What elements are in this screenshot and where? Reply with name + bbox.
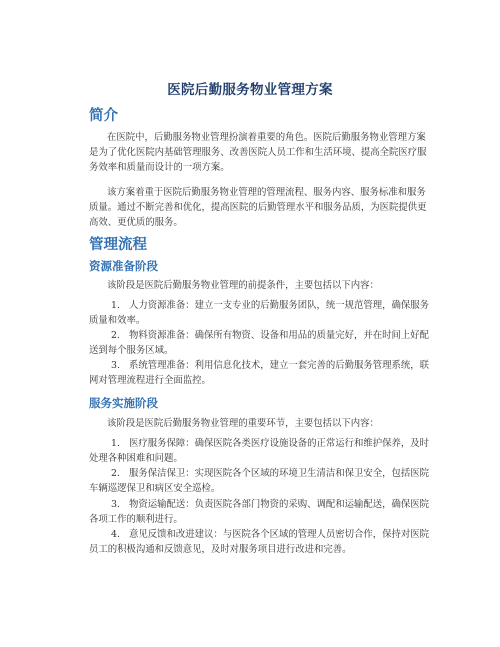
item-text: 系统管理准备：利用信息化技术，建立一套完善的后勤服务管理系统，联网对管理流程进行全面监控。 [89, 360, 430, 386]
item-text: 意见反馈和改进建议：与医院各个区域的管理人员密切合作，保持对医院员工的积极沟通和反馈意见，及时对服务项目进行改进和完善。 [89, 529, 430, 555]
item-number: 1. [111, 300, 120, 311]
stage1-lead: 该阶段是医院后勤服务物业管理的前提条件，主要包括以下内容： [107, 280, 379, 291]
stage2-lead: 该阶段是医院后勤服务物业管理的重要环节，主要包括以下内容： [107, 418, 379, 429]
item-number: 4. [111, 529, 120, 540]
stage1-item-1 [89, 298, 429, 328]
item-text: 物料资源准备：确保所有物资、设备和用品的质量完好，并在时间上好配送到每个服务区域。 [89, 330, 430, 356]
document-title: 医院后勤服务物业管理方案 [167, 82, 333, 98]
process-heading: 管理流程 [89, 236, 147, 253]
stage2-heading: 服务实施阶段 [89, 396, 158, 410]
item-text: 医疗服务保障：确保医院各类医疗设施设备的正常运行和维护保养，及时处理各种困难和问题。 [89, 438, 430, 464]
stage2-item-1 [89, 436, 429, 466]
item-number: 1. [111, 438, 120, 449]
item-number: 2. [111, 330, 120, 341]
item-number: 3. [111, 499, 120, 510]
intro-heading: 简介 [89, 107, 118, 124]
item-number: 3. [111, 360, 120, 371]
stage2-item-2 [89, 466, 429, 496]
stage2-item-4 [89, 527, 429, 557]
intro-paragraph-2: 该方案着重于医院后勤服务物业管理的管理流程、服务内容、服务标准和服务质量。通过不断完善和优化，提高医院的后勤管理水平和服务品质，为医院提供更高效、更优质的服务。 [89, 187, 427, 228]
item-text: 人力资源准备：建立一支专业的后勤服务团队，统一规范管理，确保服务质量和效率。 [89, 300, 430, 326]
item-text: 物资运输配送：负责医院各部门物资的采购、调配和运输配送，确保医院各项工作的顺利进行。 [89, 499, 430, 525]
stage2-item-3 [89, 497, 429, 527]
intro-paragraph-1: 在医院中，后勤服务物业管理扮演着重要的角色。医院后勤服务物业管理方案是为了优化医院内基础管理服务、改善医院人员工作和生活环境、提高全院医疗服务效率和质量而设计的一项方案。 [89, 132, 427, 173]
stage1-heading: 资源准备阶段 [89, 259, 158, 273]
stage1-item-2 [89, 328, 429, 358]
item-number: 2. [111, 468, 120, 479]
item-text: 服务保洁保卫：实现医院各个区域的环境卫生清洁和保卫安全，包括医院车辆巡逻保卫和病区安全巡检。 [89, 468, 430, 494]
stage1-item-3 [89, 358, 429, 388]
